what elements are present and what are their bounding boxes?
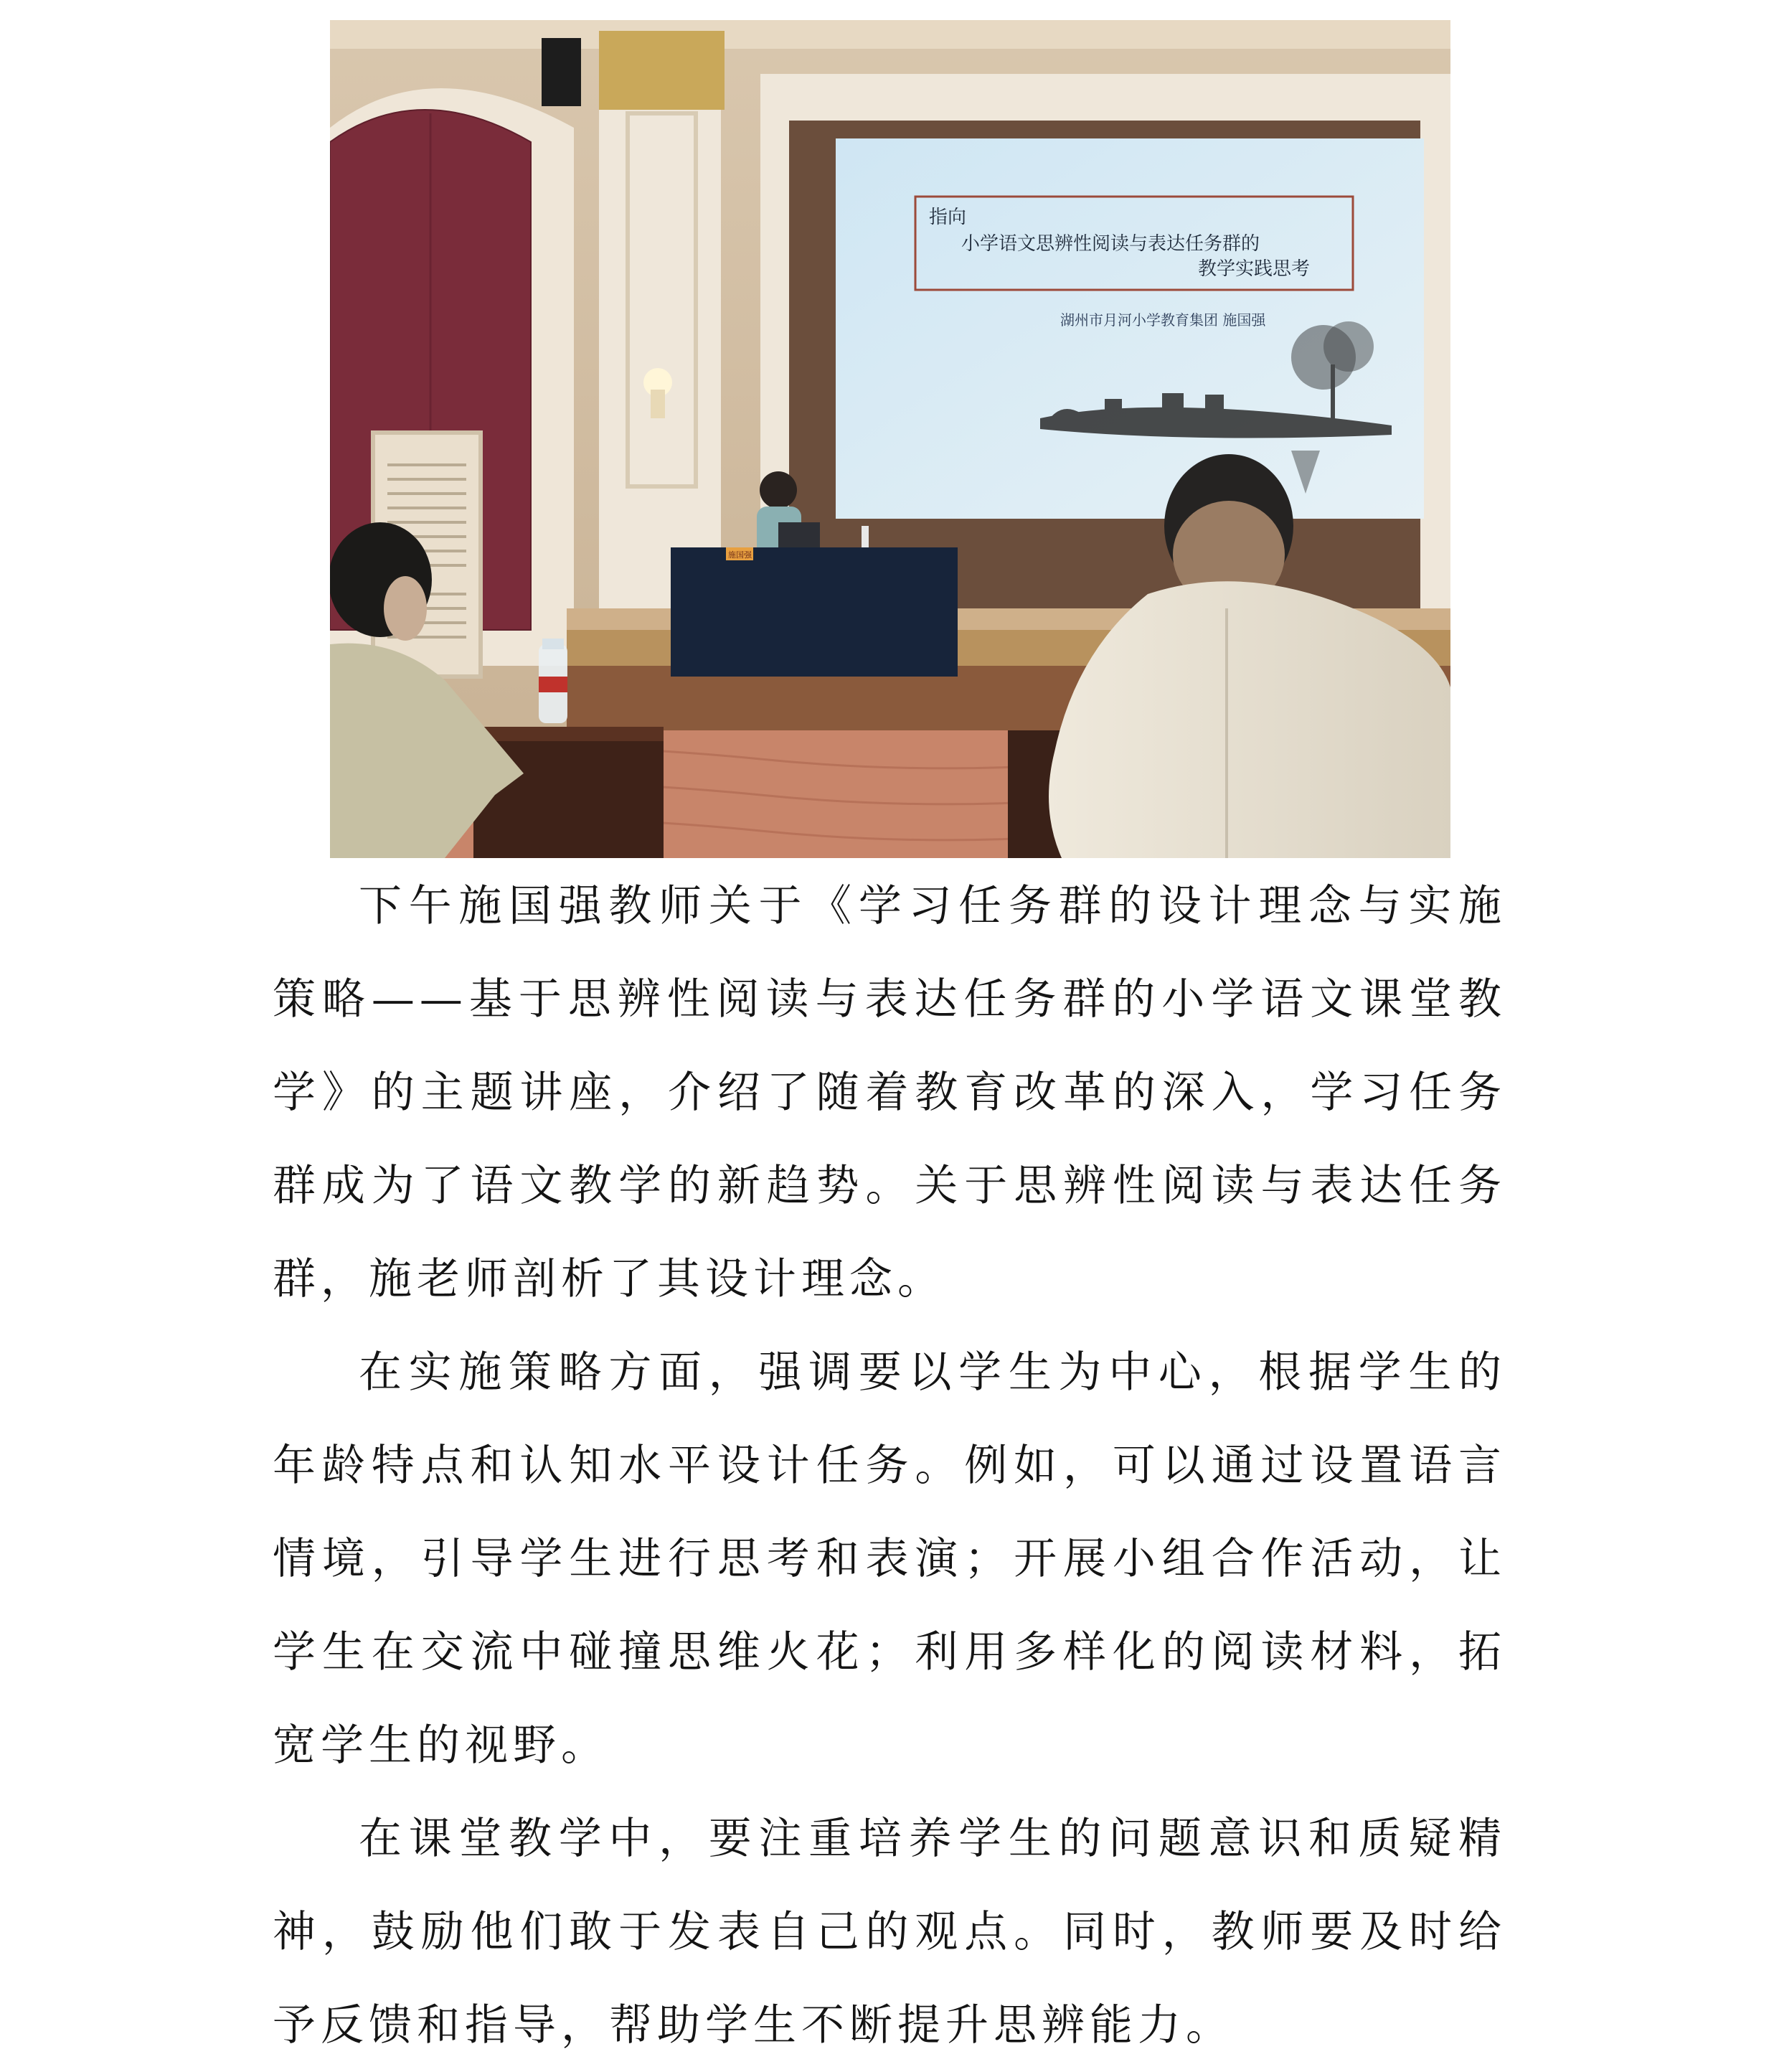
slide-line2: 小学语文思辨性阅读与表达任务群的 [961,233,1260,255]
paragraph-implementation: 在实施策略方面，强调要以学生为中心，根据学生的年龄特点和认知水平设计任务。例如，可以通过设置语言情境，引导学生进行思考和表演；开展小组合作活动，让学生在交流中碰撞思维火花；利用多样化的阅读材料，拓宽学生的视野。 [273,1347,1506,1771]
laptop [778,522,820,551]
slide-byline: 湖州市月河小学教育集团 施国强 [1060,311,1266,329]
audience-desk-left [473,727,664,858]
slide-line3: 教学实践思考 [1198,258,1311,280]
slide-line1: 指向 [929,207,967,228]
lecture-photo [330,20,1450,858]
lecture-scene [330,20,1450,858]
wall-speaker [542,38,581,106]
speaker-table [671,547,958,677]
pillar-capital [599,31,725,110]
article-body [273,860,1506,2072]
nameplate-text: 施国强 [728,550,752,560]
presenter-head [760,471,797,509]
paragraph-lecture-intro: 下午施国强教师关于《学习任务群的设计理念与实施策略——基于思辨性阅读与表达任务群的小学语文课堂教学》的主题讲座，介绍了随着教育改革的深入，学习任务群成为了语文教学的新趋势。关于思辨性阅读与表达任务群，施老师剖析了其设计理念。 [273,881,1506,1304]
paragraph-classroom: 在课堂教学中，要注重培养学生的问题意识和质疑精神，鼓励他们敢于发表自己的观点。同时，教师要及时给予反馈和指导，帮助学生不断提升思辨能力。 [273,1814,1506,2050]
